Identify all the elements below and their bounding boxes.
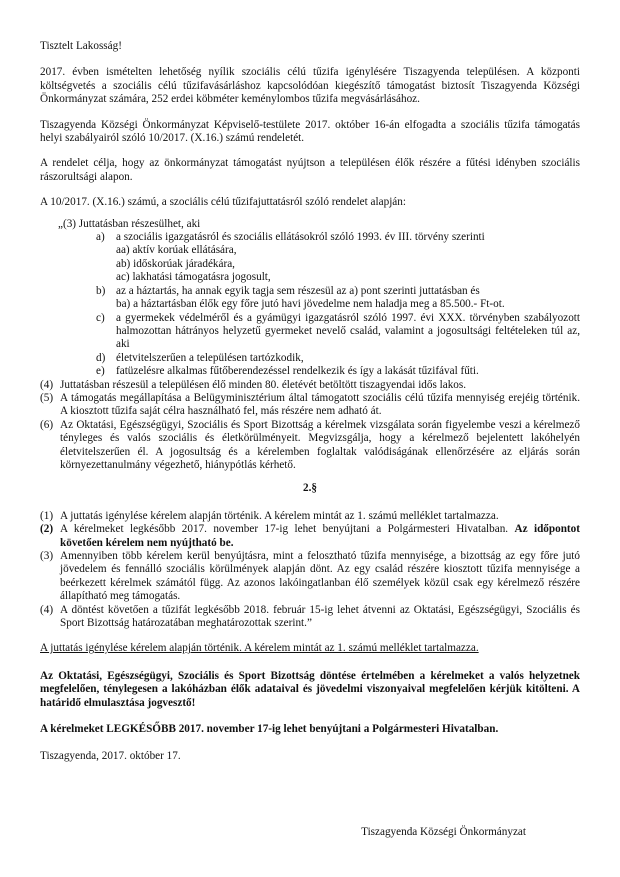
- section-4: (4) Juttatásban részesül a településen élő minden 80. életévét betöltött tiszagyendai idős lakos.: [40, 378, 467, 391]
- section-6: (6) Az Oktatási, Egészségügyi, Szociális és Sport Bizottság a kérelmek vizsgálata során figyelembe veszi a kérelmező tényleges és valós szociális és életkörülményeit. Megvizsgálja, hogy a kérelmező bejelentett lakóhelyén életvitelszerűen él. A jogosultság és a kérelemben foglaltak valódiságának ellenőrzésére az eljárás során környezettanulmány végezhető, hiánypótlás kérhető.: [40, 418, 580, 471]
- clause-2: (2) A kérelmeket legkésőbb 2017. november 17-ig lehet benyújtani a Polgármesteri Hivatalban. Az időpontot követően kérelem nem nyújtható be.: [40, 523, 580, 549]
- list-item-a: a) a szociális igazgatásról és szociális ellátásokról szóló 1993. év III. törvény szerinti: [96, 231, 485, 244]
- section-title: 2.§: [303, 482, 317, 495]
- decree-paragraph: Tiszagyenda Községi Önkormányzat Képviselő-testülete 2017. október 16-án elfogadta a szociális tűzifa támogatás helyi szabályairól szóló 10/2017. (X.16.) számú rendeletét.: [40, 118, 580, 145]
- clause-4: (4) A döntést követően a tűzifát legkésőbb 2018. február 15-ig lehet átvenni az Oktatási, Egészségügyi, Szociális és Sport Bizottság határozatában meghatározottak szerint.”: [40, 603, 580, 630]
- clause-1: (1) A juttatás igénylése kérelem alapján történik. A kérelem mintát az 1. számú melléklet tartalmazza.: [40, 509, 499, 522]
- date-line: Tiszagyenda, 2017. október 17.: [40, 750, 181, 763]
- intro-paragraph: 2017. évben ismételten lehetőség nyílik szociális célú tűzifa igénylésére Tiszagyenda településen. A központi költségvetés a szociális célú tűzifavásárláshoz kapcsolódóan kiegészítő támogatást biztosít Tiszagyenda Községi Önkormányzat számára, 252 erdei köbméter keménylombos tűzifa megvásárlásához.: [40, 66, 580, 106]
- purpose-paragraph: A rendelet célja, hogy az önkormányzat támogatást nyújtson a településen élők részére a fűtési idényben szociális rászorultsági alapon.: [40, 157, 580, 183]
- list-item-e: e) fatüzelésre alkalmas fűtőberendezéssel rendelkezik és így a lakását tűzifával fűti.: [96, 365, 479, 378]
- underlined-note: A juttatás igénylése kérelem alapján történik. A kérelem mintát az 1. számú melléklet tartalmazza.: [40, 642, 479, 655]
- list-item-b: b) az a háztartás, ha annak egyik tagja sem részesül az a) pont szerinti juttatásban és: [96, 284, 480, 297]
- deadline-notice: A kérelmeket LEGKÉSŐBB 2017. november 17-ig lehet benyújtani a Polgármesteri Hivatalban.: [40, 723, 499, 736]
- section-3-heading: „(3) Juttatásban részesülhet, aki: [58, 217, 201, 230]
- list-item-ba: ba) a háztartásban élők egy főre jutó havi jövedelme nem haladja meg a 85.500.- Ft-ot.: [116, 298, 505, 311]
- signature: Tiszagyenda Községi Önkormányzat: [361, 826, 526, 838]
- list-item-d: d) életvitelszerűen a településen tartózkodik,: [96, 351, 304, 364]
- list-item-c: c) a gyermekek védelméről és a gyámügyi igazgatásról szóló 1997. évi XXX. törvényben szabályozott halmozottan hátrányos helyzetű gyermeket nevelő család, valamint a jogosultsági feltételeken túl az, aki: [96, 311, 580, 351]
- greeting: Tisztelt Lakosság!: [40, 40, 122, 52]
- list-item-ab: ab) időskorúak járadékára,: [116, 257, 235, 270]
- section-5: (5) A támogatás megállapítása a Belügyminisztérium által támogatott szociális célú tűzifa mennyiség erejéig történik. A kiosztott tűzifa saját célra használható fel, más részére nem adható át.: [40, 391, 580, 418]
- list-item-ac: ac) lakhatási támogatásra jogosult,: [116, 271, 271, 284]
- bold-notice: Az Oktatási, Egészségügyi, Szociális és Sport Bizottság döntése értelmében a kérelmeket a valós helyzetnek megfelelően, ténylegesen a lakóházban élők adataival és jövedelmi viszonyaival megfelelően kérjük kitölteni. A határidő elmulasztása jogvesztő!: [40, 669, 580, 709]
- section-3: [40, 218, 580, 379]
- clause-3: (3) Amennyiben több kérelem kerül benyújtásra, mint a felosztható tűzifa mennyisége, a bizottság az egy főre jutó jövedelem és fennálló szociális körülmények alapján dönt. Az egy család részére kiosztott tűzifa mennyisége a beérkezett kérelmek számától függ. Az azonos lakóingatlanban élő személyek közül csak egy kérelmező részére állapítható meg támogatás.: [40, 550, 580, 603]
- basis-paragraph: A 10/2017. (X.16.) számú, a szociális célú tűzifajuttatásról szóló rendelet alapján:: [40, 196, 406, 209]
- list-item-aa: aa) aktív korúak ellátására,: [116, 244, 237, 257]
